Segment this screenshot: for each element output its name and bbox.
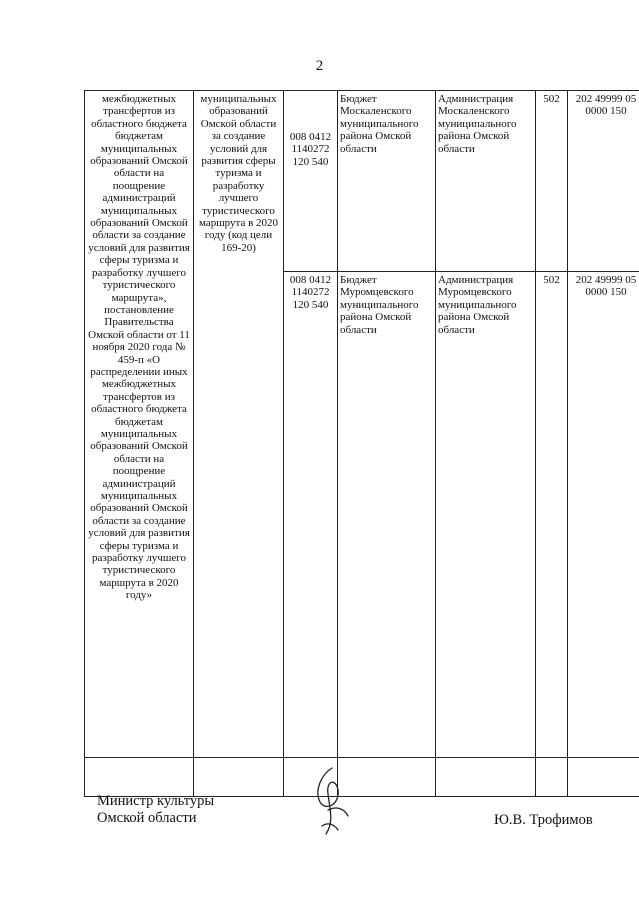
budget-code-cell: 008 0412 1140272 120 540 [284,91,338,272]
table-row [85,91,639,272]
allocation-table [84,90,639,797]
handwritten-signature [304,760,364,840]
signer-title [97,793,214,827]
admin-code-cell: 502 [536,272,568,797]
admin-code-cell: 502 [536,91,568,272]
purpose-description-cell: межбюджетных трансфертов из областного бюджета бюджетам муниципальных образований Омской области на поощрение администраций муниципальных образований Омской области за создание условий для развития сферы туризма и разработку лучшего туристического маршрута», постановление Правительства Омской области от 11 ноября 2020 года № 459-п «О распределении иных межбюджетных трансфертов из областного бюджета бюджетам муниципальных образований Омской области на поощрение администраций муниципальных образований Омской области за создание условий для развития сферы туризма и разработку лучшего туристического маршрута в 2020 году» [85,91,194,797]
budget-code-cell: 008 0412 1140272 120 540 [284,272,338,797]
table-bottom-rule [84,757,639,758]
recipient-budget-cell: Бюджет Муромцевского муниципального района Омской области [338,272,436,797]
revenue-code-cell: 202 49999 05 0000 150 [568,91,639,272]
signer-title-line: Омской области [97,810,197,826]
page-number: 2 [315,58,324,74]
administrator-cell: Администрация Муромцевского муниципального района Омской области [436,272,536,797]
recipient-budget-cell: Бюджет Москаленского муниципального района Омской области [338,91,436,272]
revenue-code-cell: 202 49999 05 0000 150 [568,272,639,797]
target-description-cell: муниципальных образований Омской области за создание условий для развития сферы туризма и разработку лучшего туристического маршрута в 2020 году (код цели 169-20) [194,91,284,797]
administrator-cell: Администрация Москаленского муниципального района Омской области [436,91,536,272]
signer-title-line: Министр культуры [97,793,215,809]
signer-name: Ю.В. Трофимов [494,812,593,828]
